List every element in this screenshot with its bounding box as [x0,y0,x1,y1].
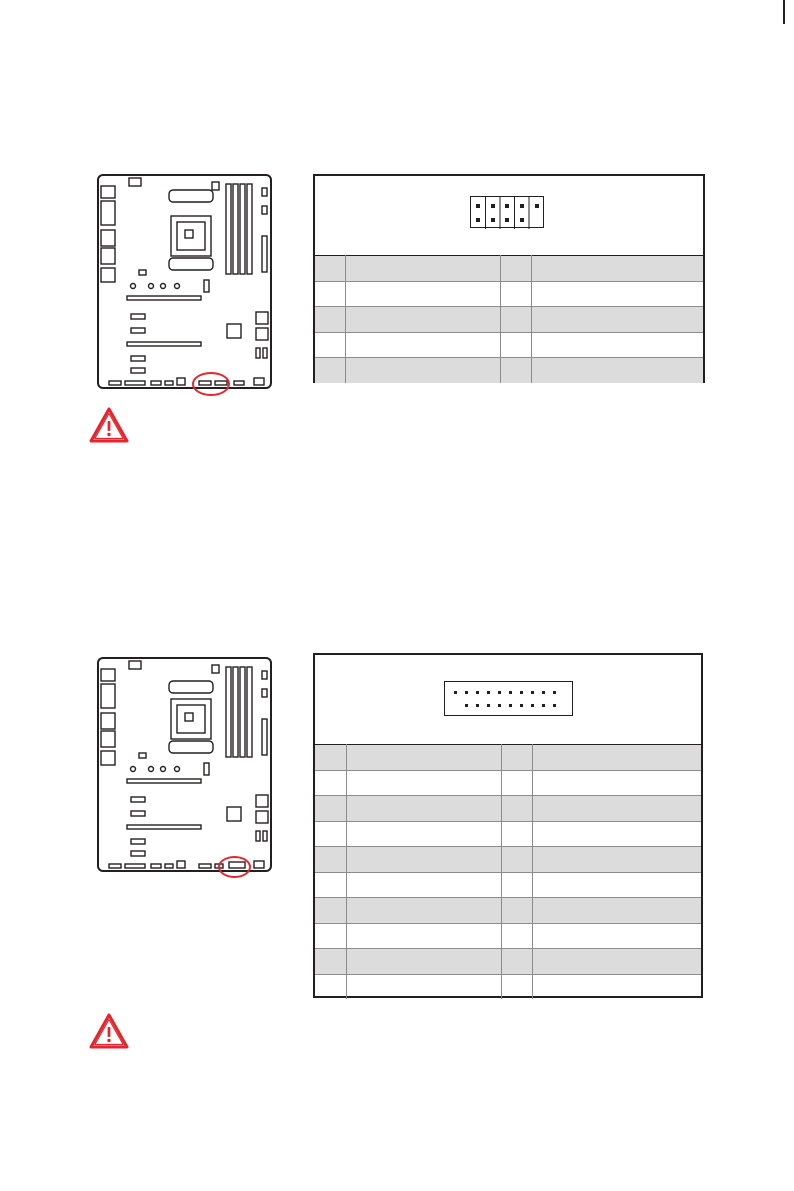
table-row [315,949,701,975]
table-row [315,796,701,822]
table-row [315,358,703,383]
table-row [315,872,701,898]
table-header-row [315,256,703,282]
table-header-row [315,745,701,771]
pin-definition-table [315,255,703,383]
table-row [315,923,701,949]
page-edge-mark [783,0,785,24]
pin-definition-table [315,744,701,999]
motherboard-diagram [97,174,272,389]
warning-triangle-icon [88,406,130,444]
pin-header-2x5 [470,196,544,228]
motherboard-diagram [97,657,272,872]
table-row [315,821,701,847]
highlight-circle [192,372,230,396]
connector-panel [313,174,705,383]
highlight-circle [218,856,251,878]
connector-panel [313,653,703,998]
table-row [315,281,703,307]
table-row [315,974,701,999]
table-row [315,847,701,873]
pin-header-2x10 [444,681,573,716]
table-row [315,770,701,796]
table-row [315,307,703,333]
table-row [315,898,701,924]
table-row [315,332,703,358]
warning-triangle-icon [88,1012,130,1050]
